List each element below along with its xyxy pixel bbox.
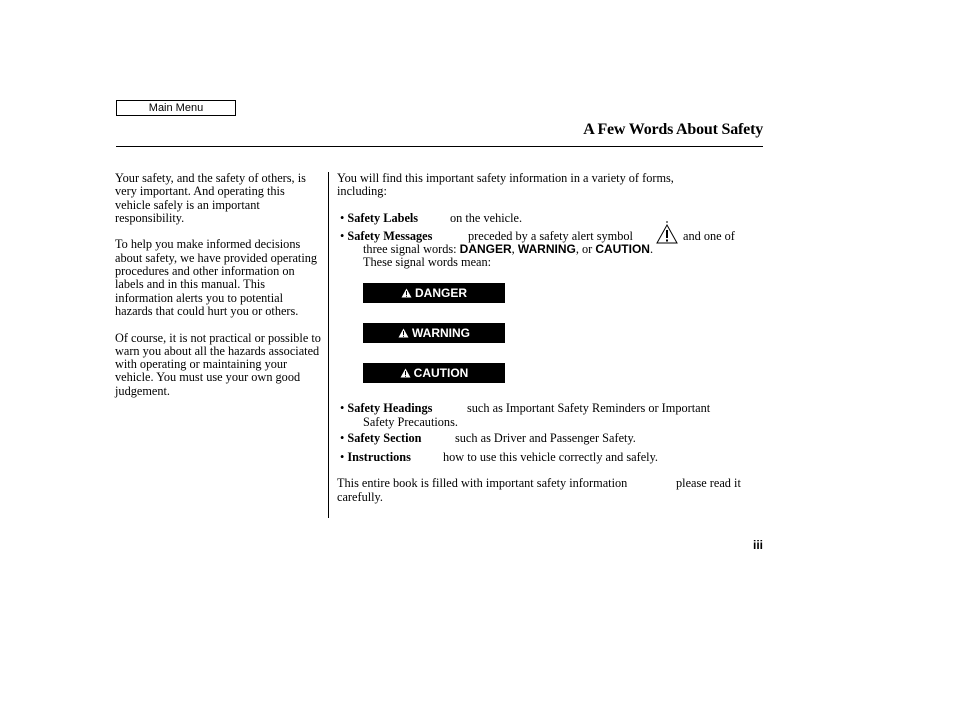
warning-label-text: WARNING <box>412 326 470 340</box>
title-divider <box>116 146 763 147</box>
paragraph-safety-importance: Your safety, and the safety of others, is very important. And operating this vehicle safely is an important responsibility. <box>115 171 306 225</box>
signal-word-caution: CAUTION <box>595 242 650 256</box>
warning-label <box>363 323 505 343</box>
bullet: • <box>340 431 345 445</box>
bullet: • <box>340 211 345 225</box>
paragraph-informed-decisions: To help you make informed decisions about safety, we have provided operating procedures and other information on labels and in this manual. This information alerts you to potential hazards that could hurt you or others. <box>115 237 318 318</box>
page-number: iii <box>752 538 763 552</box>
column-divider <box>328 172 329 518</box>
list-item-instructions <box>340 451 411 464</box>
term-safety-messages: Safety Messages <box>347 229 433 243</box>
term-safety-labels: Safety Labels <box>347 211 419 225</box>
warning-triangle-icon <box>401 288 412 298</box>
desc-safety-headings-2: Safety Precautions. <box>363 415 458 429</box>
closing-line-2: carefully. <box>337 490 383 504</box>
closing-line-1: This entire book is filled with important safety information <box>337 476 628 490</box>
list-item-safety-section <box>340 432 422 445</box>
bullet: • <box>340 450 345 464</box>
or-text: , or <box>575 242 593 256</box>
term-instructions: Instructions <box>347 450 411 464</box>
desc-safety-labels: on the vehicle. <box>450 211 523 225</box>
desc-safety-headings-1: such as Important Safety Reminders or Important <box>467 401 711 415</box>
bullet: • <box>340 401 345 415</box>
safety-alert-icon <box>656 220 678 249</box>
main-menu-button[interactable]: Main Menu <box>116 100 236 116</box>
signal-word-warning: WARNING <box>517 242 576 256</box>
desc-safety-messages-1: preceded by a safety alert symbol <box>468 229 633 243</box>
warning-triangle-icon <box>400 368 411 378</box>
list-item-safety-headings <box>340 402 432 415</box>
bullet: • <box>340 229 345 243</box>
danger-label <box>363 283 505 303</box>
list-item-safety-labels <box>340 212 418 225</box>
paragraph-good-judgement: Of course, it is not practical or possible to warn you about all the hazards associated with operating or maintaining your vehicle. You must use your own good judgement. <box>115 330 321 398</box>
warning-triangle-icon <box>398 328 409 338</box>
caution-label-text: CAUTION <box>413 366 469 380</box>
signal-words-meaning: These signal words mean: <box>363 255 492 269</box>
desc-instructions: how to use this vehicle correctly and safely. <box>443 450 659 464</box>
term-safety-section: Safety Section <box>347 431 422 445</box>
caution-label <box>363 363 505 383</box>
closing-line-1b: please read it <box>676 476 741 490</box>
desc-safety-section: such as Driver and Passenger Safety. <box>455 431 636 445</box>
left-column <box>115 172 323 411</box>
signal-word-danger: DANGER <box>459 242 512 256</box>
intro-line-2: including: <box>337 184 387 198</box>
intro-line-1: You will find this important safety information in a variety of forms, <box>337 171 674 185</box>
danger-label-text: DANGER <box>414 286 467 300</box>
signal-words-prefix: three signal words: <box>363 242 457 256</box>
term-safety-headings: Safety Headings <box>347 401 433 415</box>
page-title: A Few Words About Safety <box>583 121 763 138</box>
period: . <box>649 242 654 256</box>
comma: , <box>511 242 515 256</box>
desc-safety-messages-2: and one of <box>683 229 735 243</box>
